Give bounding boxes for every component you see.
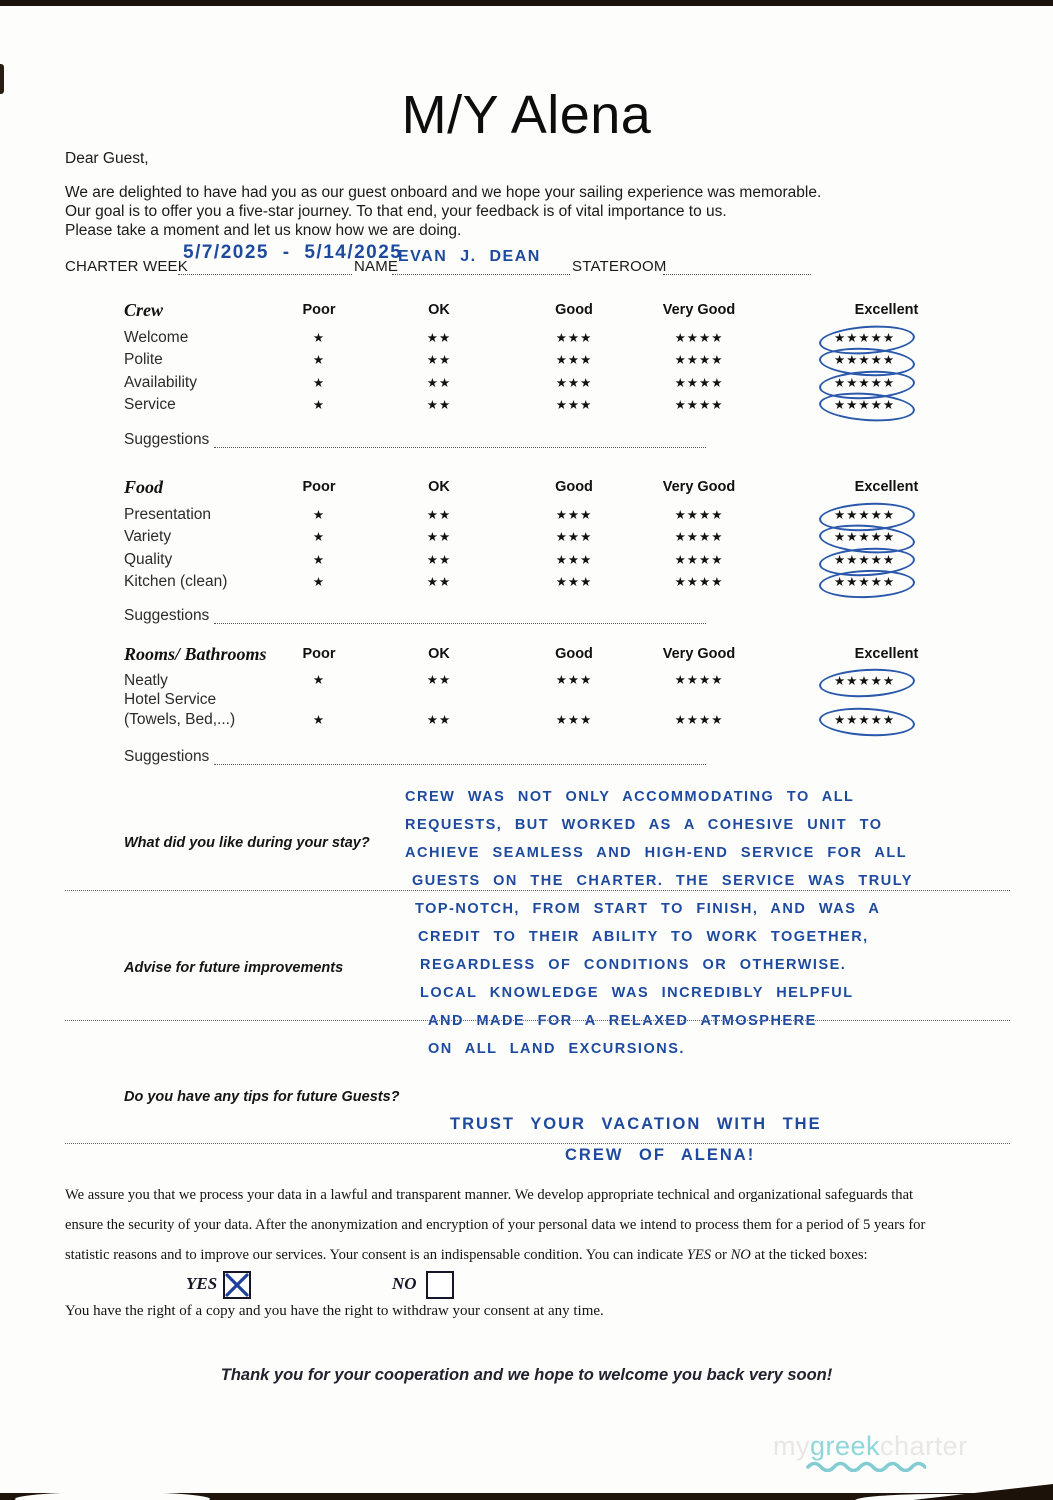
suggestions-field (214, 432, 706, 448)
row-label: Quality (124, 550, 173, 568)
stars-3: ★★★ (555, 552, 593, 567)
stars-3: ★★★ (555, 673, 593, 687)
header-good: Good (555, 302, 593, 318)
stars-1: ★ (312, 575, 326, 590)
no-label: NO (392, 1274, 417, 1293)
consent-rights: You have the right of a copy and you have the right to withdraw your consent at any time. (65, 1303, 604, 1319)
stars-4: ★★★★ (674, 673, 724, 687)
header-ok: OK (428, 302, 450, 318)
stars-3: ★★★ (555, 713, 593, 727)
stars-4: ★★★★ (674, 552, 724, 567)
answer-line: TOP-NOTCH, FROM START TO FINISH, AND WAS A (415, 901, 881, 917)
header-ok: OK (428, 479, 450, 495)
section-title-food: Food (124, 477, 164, 497)
stars-5-circled: ★★★★★ (834, 353, 895, 367)
header-very-good: Very Good (662, 479, 736, 495)
answer-line: TRUST YOUR VACATION WITH THE (450, 1115, 822, 1133)
table-row (124, 349, 970, 371)
table-row (124, 690, 970, 709)
yes-label: YES (186, 1274, 218, 1293)
stars-3: ★★★ (555, 530, 593, 545)
table-row (124, 549, 970, 571)
stars-4: ★★★★ (674, 508, 724, 522)
answer-field-line (65, 888, 1010, 891)
stars-1: ★ (312, 508, 326, 522)
stars-1: ★ (312, 375, 326, 390)
header-excellent: Excellent (854, 646, 919, 662)
no-word: NO (730, 1247, 751, 1263)
no-checkbox[interactable] (426, 1271, 454, 1299)
stars-4: ★★★★ (674, 575, 724, 590)
food-header-row (124, 477, 970, 504)
watermark-wave-icon (806, 1458, 926, 1472)
stars-2: ★★ (426, 353, 452, 368)
table-row (124, 327, 970, 349)
name-label: NAME (354, 258, 399, 275)
stars-4: ★★★★ (674, 353, 724, 368)
consent-paragraph (65, 1180, 1000, 1270)
rooms-suggestions (124, 748, 209, 766)
table-row (124, 571, 970, 593)
stars-5-circled: ★★★★★ (834, 331, 895, 345)
table-row (124, 372, 970, 394)
pen-circle (818, 706, 915, 739)
stars-5-circled: ★★★★★ (834, 398, 895, 412)
row-label: Welcome (124, 329, 189, 346)
row-label: Hotel Service (124, 691, 217, 708)
header-good: Good (555, 479, 593, 495)
stars-4: ★★★★ (674, 713, 724, 727)
header-poor: Poor (302, 646, 336, 662)
question-stay-label: What did you like during your stay? (124, 835, 370, 851)
row-label: (Towels, Bed,...) (124, 711, 236, 728)
consent-line: ensure the security of your data. After the anonymization and encryption of your personal data we intend to process them for a period of 5 years for (65, 1217, 926, 1233)
table-row (124, 394, 970, 416)
stars-3: ★★★ (555, 331, 593, 345)
suggestions-label: Suggestions (124, 748, 210, 765)
crew-suggestions (124, 431, 209, 449)
stars-1: ★ (312, 552, 326, 567)
stars-1: ★ (312, 673, 326, 687)
row-label: Kitchen (clean) (124, 573, 228, 591)
stateroom-label: STATEROOM (572, 258, 667, 275)
question-tips-label: Do you have any tips for future Guests? (124, 1089, 400, 1105)
stars-1: ★ (312, 353, 326, 368)
yes-checkbox[interactable] (223, 1271, 251, 1299)
answer-line: ON ALL LAND EXCURSIONS. (428, 1041, 685, 1057)
table-row (124, 526, 970, 548)
header-poor: Poor (302, 479, 336, 495)
stars-3: ★★★ (555, 575, 593, 590)
intro-line: Please take a moment and let us know how we are doing. (65, 222, 462, 239)
table-row (124, 671, 970, 690)
section-title-crew: Crew (124, 300, 164, 320)
rooms-rating-table (124, 644, 970, 731)
answer-line: GUESTS ON THE CHARTER. THE SERVICE WAS TRULY (412, 873, 913, 889)
consent-line: statistic reasons and to improve our services. Your consent is an indispensable condition. You can indicate YES or NO at the ticked boxes: (65, 1247, 868, 1263)
consent-line: We assure you that we process your data in a lawful and transparent manner. We develop appropriate technical and organizational safeguards that (65, 1187, 914, 1203)
header-excellent: Excellent (854, 302, 919, 318)
stars-4: ★★★★ (674, 398, 724, 413)
question-improve-label: Advise for future improvements (124, 960, 344, 976)
table-row (124, 709, 970, 731)
header-good: Good (555, 646, 593, 662)
stars-2: ★★ (426, 375, 452, 390)
stars-5-circled: ★★★★★ (834, 530, 895, 544)
stars-1: ★ (312, 530, 326, 545)
row-label: Neatly (124, 672, 168, 689)
charter-week-label: CHARTER WEEK (65, 258, 188, 275)
stars-1: ★ (312, 331, 326, 345)
stars-2: ★★ (426, 530, 452, 545)
row-label: Service (124, 396, 176, 414)
stars-3: ★★★ (555, 508, 593, 522)
suggestions-field (214, 749, 706, 765)
stars-2: ★★ (426, 398, 452, 413)
food-suggestions (124, 607, 209, 625)
answer-line: ACHIEVE SEAMLESS AND HIGH-END SERVICE FOR ALL (405, 845, 908, 861)
stars-4: ★★★★ (674, 375, 724, 390)
answer-line: LOCAL KNOWLEDGE WAS INCREDIBLY HELPFUL (420, 985, 854, 1001)
answer-field-line (65, 1018, 1010, 1021)
watermark-greek: greek (810, 1431, 881, 1461)
table-row (124, 504, 970, 526)
stars-1: ★ (312, 398, 326, 413)
header-excellent: Excellent (854, 479, 919, 495)
header-poor: Poor (302, 302, 336, 318)
stars-5-circled: ★★★★★ (834, 674, 895, 688)
stars-5-circled: ★★★★★ (834, 713, 895, 727)
pen-circle (818, 390, 916, 425)
stars-3: ★★★ (555, 398, 593, 413)
thank-you-line: Thank you for your cooperation and we hope to welcome you back very soon! (220, 1366, 833, 1384)
crew-header-row (124, 300, 970, 327)
suggestions-label: Suggestions (124, 607, 210, 624)
greeting: Dear Guest, (65, 150, 149, 167)
stars-5-circled: ★★★★★ (834, 508, 895, 522)
stateroom-field (663, 258, 811, 275)
row-label: Variety (124, 528, 172, 546)
food-rating-table (124, 477, 970, 594)
scan-edge-curve (15, 1492, 210, 1500)
answer-line: CREDIT TO THEIR ABILITY TO WORK TOGETHER, (418, 929, 869, 945)
header-ok: OK (428, 646, 450, 662)
stars-5-circled: ★★★★★ (834, 575, 895, 589)
crew-rating-table (124, 300, 970, 417)
watermark-my: my (773, 1431, 810, 1461)
check-x-mark (225, 1273, 249, 1297)
row-label: Availability (124, 373, 197, 391)
stars-2: ★★ (426, 575, 452, 590)
yes-word: YES (686, 1247, 712, 1263)
stars-3: ★★★ (555, 375, 593, 390)
stars-1: ★ (312, 713, 326, 727)
intro-line: Our goal is to offer you a five-star journey. To that end, your feedback is of vital importance to us. (65, 203, 727, 220)
stars-2: ★★ (426, 508, 452, 522)
header-very-good: Very Good (662, 302, 736, 318)
answer-line: REGARDLESS OF CONDITIONS OR OTHERWISE. (420, 957, 847, 973)
stars-2: ★★ (426, 673, 452, 687)
row-label: Polite (124, 351, 163, 369)
intro-line: We are delighted to have had you as our guest onboard and we hope your sailing experience was memorable. (65, 184, 822, 201)
stars-4: ★★★★ (674, 530, 724, 545)
answer-line: AND MADE FOR A RELAXED ATMOSPHERE (428, 1013, 817, 1029)
stars-2: ★★ (426, 552, 452, 567)
answer-line: CREW WAS NOT ONLY ACCOMMODATING TO ALL (405, 789, 855, 805)
answer-line: CREW OF ALENA! (565, 1146, 756, 1164)
rooms-header-row (124, 644, 970, 671)
stars-2: ★★ (426, 713, 452, 727)
stars-3: ★★★ (555, 353, 593, 368)
name-value: EVAN J. DEAN (398, 248, 541, 265)
stars-5-circled: ★★★★★ (834, 553, 895, 567)
scan-edge-top (0, 0, 1053, 6)
stars-5-circled: ★★★★★ (834, 376, 895, 390)
stars-2: ★★ (426, 331, 452, 345)
pen-circle (818, 569, 915, 600)
answer-line: REQUESTS, BUT WORKED AS A COHESIVE UNIT TO (405, 817, 883, 833)
page-title: M/Y Alena (401, 85, 652, 145)
watermark-charter: charter (880, 1431, 968, 1461)
section-title-rooms: Rooms/ Bathrooms (124, 644, 267, 664)
charter-week-value: 5/7/2025 - 5/14/2025 (183, 242, 403, 263)
stars-4: ★★★★ (674, 331, 724, 345)
header-very-good: Very Good (662, 646, 736, 662)
answer-field-line (65, 1141, 1010, 1144)
row-label: Presentation (124, 506, 212, 523)
suggestions-field (214, 608, 706, 624)
suggestions-label: Suggestions (124, 431, 210, 448)
